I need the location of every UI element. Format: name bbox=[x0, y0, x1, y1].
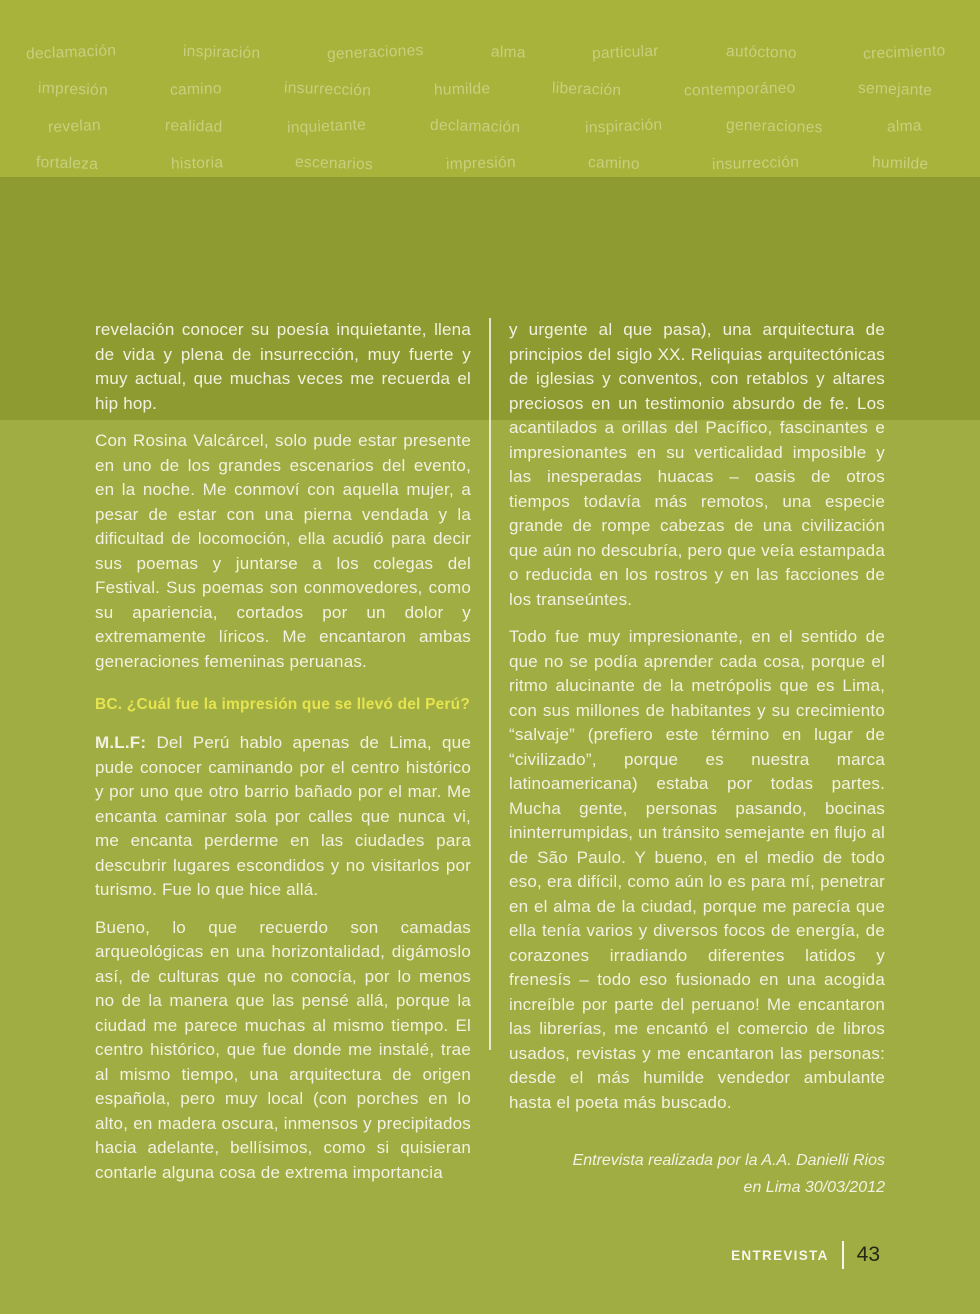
page-number: 43 bbox=[856, 1243, 880, 1266]
word-cloud-word: declamación bbox=[430, 116, 521, 136]
word-cloud-word: alma bbox=[886, 116, 923, 136]
word-cloud-rows bbox=[0, 0, 980, 177]
body-paragraph: y urgente al que pasa), una arquitectura de principios del siglo XX. Reliquias arquitectónicas de iglesias y conventos, con retablos y altares preciosos en un testimonio absurdo de fe. Los acantilados a orillas del Pacífico, fascinantes e impresionantes en su verticalidad imposible y las inesperadas huacas – oasis de otros tiempos todavía más remotos, una especie grande de rompe cabezas de una civilización que aún no descubría, pero que veía estampada o reducida en los rostros y en las facciones de los transeúntes. bbox=[509, 320, 885, 609]
body-paragraph: Bueno, lo que recuerdo son camadas arqueológicas en una horizontalidad, digámoslo así, de culturas que no conocía, por lo menos no de la manera que las pensé allá, porque la ciudad me parece muchas al mismo tiempo. El centro histórico, que fue donde me instalé, trae al mismo tiempo, una arquitectura de origen española, pero muy local (con porches en lo alto, en madera oscura, inmensos y precipitados hacia adelante, bellísimos, como si quisieran contarle alguna cosa de extrema importancia bbox=[95, 917, 471, 1182]
word-cloud-row bbox=[0, 71, 980, 108]
body-paragraph: Todo fue muy impresionante, en el sentido de que no se podía aprender cada cosa, porque el ritmo alucinante de la metrópolis que es Lima, con sus millones de habitantes y su crecimiento “salvaje” (prefiero este término en lugar de “civilizado”, porque es nuestra marca latinoamericana) estaba por todas partes. Mucha gente, personas pasando, bocinas ininterrumpidas, un tránsito semejante en flujo al de São Paulo. Y bueno, en el medio de todo eso, era difícil, como aún lo es para mí, penetrar en el alma de la ciudad, porque me parecía que ella tenía varios y diversos focos de energía, de corazones irradiando diferentes latidos y frenesís – todo eso fusionado en una acogida increíble por parte del peruano! Me encantaron las librerías, me encantó el comercio de libros usados, revistas y me encantaron las personas: desde el más humilde vendedor ambulante hasta el poeta más buscado. bbox=[509, 627, 885, 1112]
word-cloud-word: realidad bbox=[164, 116, 223, 136]
word-cloud-word: contemporáneo bbox=[683, 78, 796, 100]
word-cloud-word: semejante bbox=[857, 79, 933, 99]
word-cloud-word: alma bbox=[490, 43, 526, 61]
word-cloud-word: humilde bbox=[871, 153, 929, 173]
word-cloud-word: autóctono bbox=[725, 42, 797, 62]
word-cloud-word: humilde bbox=[433, 79, 491, 99]
page-footer bbox=[731, 1241, 880, 1269]
question-heading: BC. ¿Cuál fue la impresión que se llevó del Perú? bbox=[95, 696, 470, 713]
article-content bbox=[95, 318, 885, 1201]
word-cloud-word: historia bbox=[170, 153, 224, 173]
word-cloud-word: crecimiento bbox=[863, 41, 947, 63]
word-cloud-word: escenarios bbox=[295, 153, 374, 173]
body-paragraph: Con Rosina Valcárcel, solo pude estar presente en uno de los grandes escenarios del evento, en la noche. Me conmoví con aquella mujer, a pesar de estar con una pierna vendada y la dificultad de locomoción, ella acudió para decir sus poemas y juntarse a los colegas del Festival. Sus poemas son conmovedores, como su apariencia, cortados por un dolor y extremamente líricos. Me encantaron ambas generaciones femeninas peruanas. bbox=[95, 431, 471, 671]
word-cloud-word: fortaleza bbox=[35, 153, 99, 173]
word-cloud-word: inspiración bbox=[182, 42, 261, 62]
left-column bbox=[95, 318, 471, 1201]
word-cloud-row bbox=[0, 145, 980, 177]
section-label: ENTREVISTA bbox=[731, 1247, 829, 1263]
word-cloud-word: camino bbox=[169, 79, 223, 99]
word-cloud-word: impresión bbox=[445, 153, 516, 173]
word-cloud-word: impresión bbox=[37, 79, 109, 99]
credit-line: en Lima 30/03/2012 bbox=[743, 1179, 885, 1196]
word-cloud-word: generaciones bbox=[326, 41, 425, 63]
interview-credit bbox=[509, 1147, 885, 1201]
word-cloud-band bbox=[0, 0, 980, 177]
word-cloud-row bbox=[0, 108, 980, 145]
column-divider bbox=[489, 318, 491, 1050]
speaker-label: M.L.F: bbox=[95, 733, 157, 752]
body-paragraph: M.L.F: Del Perú hablo apenas de Lima, que pude conocer caminando por el centro histórico y por uno que otro barrio bañado por el mar. Me encanta caminar sola por calles que nunca vi, me encanta perderme en las ciudades para descubrir lugares escondidos y no visitarlos por turismo. Fue lo que hice allá. bbox=[95, 733, 471, 899]
word-cloud-word: revelan bbox=[47, 116, 102, 136]
word-cloud-word: camino bbox=[587, 153, 640, 173]
word-cloud-word: particular bbox=[591, 42, 660, 62]
word-cloud-word: inquietante bbox=[286, 115, 367, 137]
body-paragraph: revelación conocer su poesía inquietante, llena de vida y plena de insurrección, muy fuerte y muy actual, que muchas veces me recuerda el hip hop. bbox=[95, 320, 471, 413]
word-cloud-word: insurrección bbox=[711, 153, 800, 173]
word-cloud-word: liberación bbox=[551, 79, 622, 99]
word-cloud-word: insurrección bbox=[283, 78, 372, 100]
footer-divider bbox=[842, 1241, 844, 1269]
word-cloud-word: generaciones bbox=[726, 116, 824, 136]
credit-line: Entrevista realizada por la A.A. Danielli Rios bbox=[572, 1152, 885, 1169]
right-column bbox=[509, 318, 885, 1201]
word-cloud-row bbox=[0, 34, 980, 71]
word-cloud-word: declamación bbox=[25, 41, 117, 63]
word-cloud-word: inspiración bbox=[584, 115, 663, 137]
